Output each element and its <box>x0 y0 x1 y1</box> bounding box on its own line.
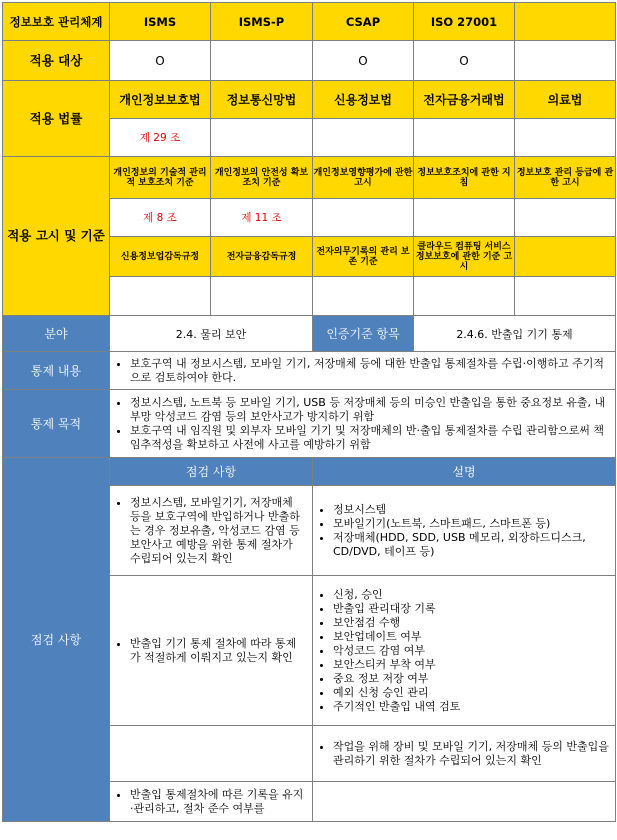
desc-item: • 주기적인 반출입 내역 검토 <box>333 700 609 714</box>
checklist-col-check-label: 점검 사항 <box>185 465 237 479</box>
col-header-empty <box>515 3 616 41</box>
check-item: • 반출입 기기 통제 절차에 따라 통제가 적절하게 이뤄지고 있는지 확인 <box>130 637 306 665</box>
check-item: • 반출입 통제절차에 따른 기록을 유지·관리하고, 절차 준수 여부를 <box>130 788 306 816</box>
notice-article <box>313 199 414 237</box>
checklist-col-desc-label: 설명 <box>452 465 476 479</box>
checklist-check-cell <box>110 576 313 726</box>
desc-item: • 악성코드 감염 여부 <box>333 644 609 658</box>
notice-item: 신용정보업감독규정 <box>110 237 211 277</box>
law-name: 신용정보법 <box>313 81 414 119</box>
checklist-desc-cell <box>313 726 616 782</box>
notice-article <box>515 199 616 237</box>
checklist-check-cell <box>110 782 313 822</box>
desc-item: • 중요 정보 저장 여부 <box>333 672 609 686</box>
notice-item: 정보보호조치에 관한 지침 <box>414 157 515 199</box>
desc-item: • 저장매체(HDD, SDD, USB 메모리, 외장하드디스크, CD/DVD, 테이프 등) <box>333 531 609 559</box>
notice-item: 개인정보의 안전성 확보조치 기준 <box>211 157 313 199</box>
law-name: 정보통신망법 <box>211 81 313 119</box>
notice-item <box>515 237 616 277</box>
col-header-iso27001: ISO 27001 <box>414 3 515 41</box>
target-mark-isms: O <box>110 41 211 81</box>
law-article: 제 29 조 <box>110 119 211 157</box>
notice-empty-cell <box>414 277 515 316</box>
notice-article: 제 8 조 <box>110 199 211 237</box>
notice-item: 전자금융감독규정 <box>211 237 313 277</box>
field-label: 분야 <box>3 316 110 352</box>
desc-item: • 예외 신청 승인 관리 <box>333 686 609 700</box>
desc-item: • 정보시스템 <box>333 503 609 517</box>
notice-item: 정보보호 관리 등급에 관한 고시 <box>515 157 616 199</box>
law-article <box>515 119 616 157</box>
col-header-csap: CSAP <box>313 3 414 41</box>
desc-item: • 반출입 관리대장 기록 <box>333 602 609 616</box>
cert-item-value: 2.4.6. 반출입 기기 통제 <box>414 316 616 352</box>
control-content-item: • 보호구역 내 정보시스템, 모바일 기기, 저장매체 등에 대한 반출입 통제절차를 수립·이행하고 주기적으로 검토하여야 한다. <box>130 357 609 385</box>
control-purpose-item: • 정보시스템, 노트북 등 모바일 기기, USB 등 저장매체 등의 미승인 반출입을 통한 중요정보 유출, 내부망 악성코드 감염 등의 보안사고가 방지하기 위함 <box>130 396 609 424</box>
desc-item: • 신청, 승인 <box>333 588 609 602</box>
checklist-label: 점검 사항 <box>3 458 110 822</box>
notice-item: 전자의무기록의 관리 보존 기준 <box>313 237 414 277</box>
checklist-desc-cell-empty <box>313 782 616 822</box>
desc-item: • 모바일기기(노트북, 스마트패드, 스마트폰 등) <box>333 517 609 531</box>
col-header-isms: ISMS <box>110 3 211 41</box>
notice-empty-cell <box>110 277 211 316</box>
law-article <box>414 119 515 157</box>
notice-article: 제 11 조 <box>211 199 313 237</box>
target-mark-csap: O <box>313 41 414 81</box>
desc-item: • 보안업데이트 여부 <box>333 630 609 644</box>
field-value: 2.4. 물리 보안 <box>110 316 313 352</box>
notice-item: 개인정보의 기술적 관리적 보호조치 기준 <box>110 157 211 199</box>
law-article <box>211 119 313 157</box>
control-purpose-cell <box>110 390 616 458</box>
notice-item: 개인정보영향평가에 관한 고시 <box>313 157 414 199</box>
col-header-isms-p: ISMS-P <box>211 3 313 41</box>
notice-empty-cell <box>515 277 616 316</box>
target-label: 적용 대상 <box>3 41 110 81</box>
desc-item: • 보안스티커 부착 여부 <box>333 658 609 672</box>
law-name: 개인정보보호법 <box>110 81 211 119</box>
law-name: 의료법 <box>515 81 616 119</box>
checklist-desc-cell <box>313 576 616 726</box>
target-mark-iso27001: O <box>414 41 515 81</box>
notices-label: 적용 고시 및 기준 <box>3 157 110 316</box>
laws-label: 적용 법률 <box>3 81 110 157</box>
desc-item: • 작업을 위해 장비 및 모바일 기기, 저장매체 등의 반출입을 관리하기 위한 절차가 수립되어 있는지 확인 <box>333 740 609 768</box>
control-content-cell <box>110 352 616 390</box>
notice-empty-cell <box>211 277 313 316</box>
checklist-desc-cell <box>313 486 616 576</box>
checklist-check-cell <box>110 486 313 576</box>
notice-article <box>414 199 515 237</box>
law-name: 전자금융거래법 <box>414 81 515 119</box>
isms-control-table <box>2 2 616 822</box>
checklist-col-desc <box>313 458 616 486</box>
law-article <box>313 119 414 157</box>
control-content-label: 통제 내용 <box>3 352 110 390</box>
cert-item-label: 인증기준 항목 <box>313 316 414 352</box>
control-purpose-label: 통제 목적 <box>3 390 110 458</box>
checklist-check-cell-empty <box>110 726 313 782</box>
checklist-col-check <box>110 458 313 486</box>
corner-header: 정보보호 관리체계 <box>3 3 110 41</box>
check-item: • 정보시스템, 모바일기기, 저장매체 등을 보호구역에 반입하거나 반출하는 경우 정보유출, 악성코드 감염 등 보안사고 예방을 위한 통제 절차가 수립되어 있는지 확인 <box>130 496 306 566</box>
target-mark-empty <box>515 41 616 81</box>
target-mark-isms-p <box>211 41 313 81</box>
control-purpose-item: • 보호구역 내 임직원 및 외부자 모바일 기기 및 저장매체의 반·출입 통제절차를 수립 관리함으로써 책임추적성을 확보하고 사전에 사고를 예방하기 위함 <box>130 424 609 452</box>
desc-item: • 보안점검 수행 <box>333 616 609 630</box>
notice-empty-cell <box>313 277 414 316</box>
notice-item: 클라우드 컴퓨팅 서비스 정보보호에 관한 기준 고시 <box>414 237 515 277</box>
